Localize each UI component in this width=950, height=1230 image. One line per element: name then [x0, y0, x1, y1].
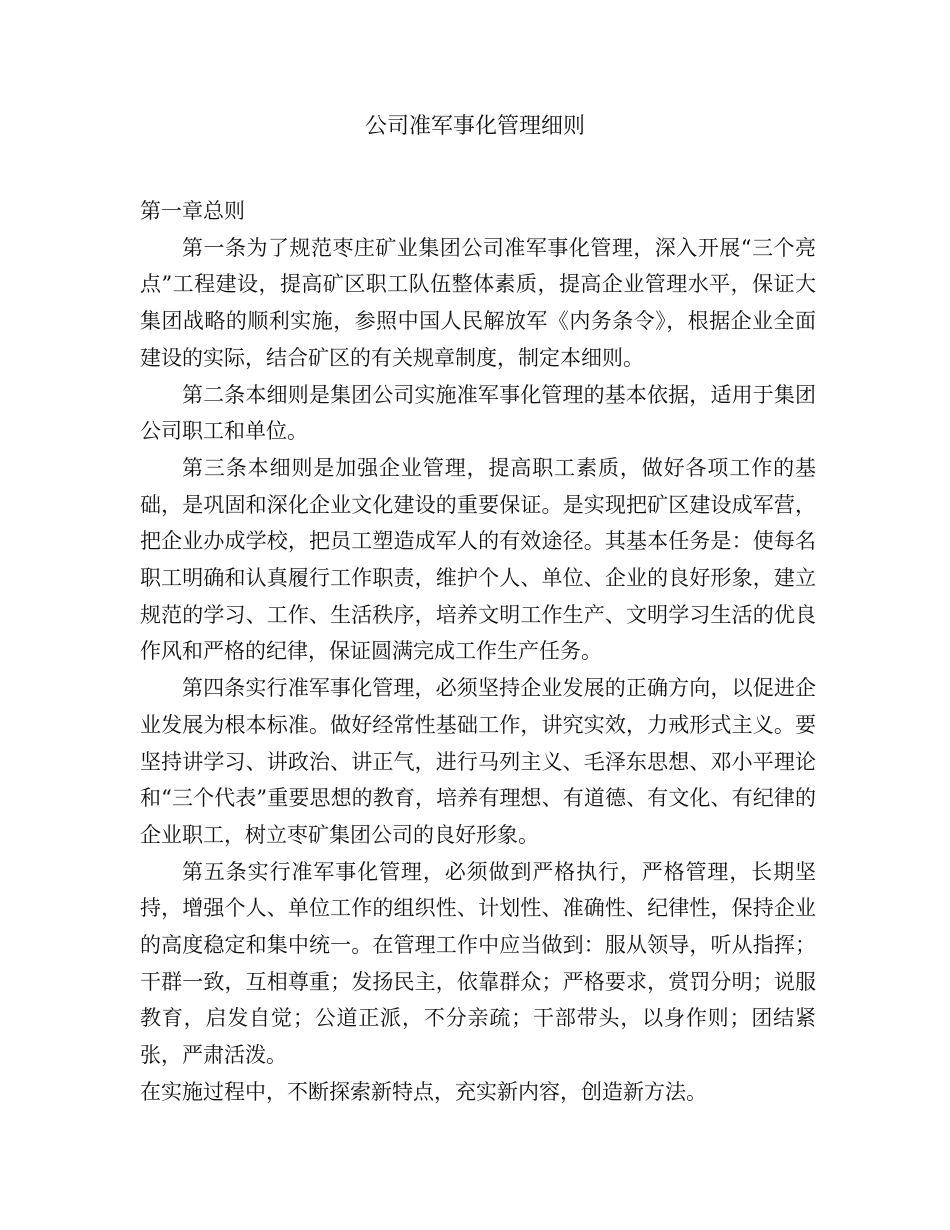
closing-line: 在实施过程中，不断探索新特点，充实新内容，创造新方法。 [140, 1079, 707, 1104]
article-4: 第四条实行准军事化管理，必须坚持企业发展的正确方向，以促进企业发展为根本标准。做好经常性基础工作，讲究实效，力戒形式主义。要坚持讲学习、讲政治、讲正气，进行马列主义、毛泽东思想、邓小平理论和“三个代表”重要思想的教育，培养有理想、有道德、有文化、有纪律的企业职工，树立枣矿集团公司的良好形象。 [140, 676, 816, 847]
document-title: 公司准军事化管理细则 [364, 114, 585, 139]
article-1: 第一条为了规范枣庄矿业集团公司准军事化管理，深入开展“三个亮点”工程建设，提高矿区职工队伍整体素质，提高企业管理水平，保证大集团战略的顺利实施，参照中国人民解放军《内务条令》，根据企业全面建设的实际，结合矿区的有关规章制度，制定本细则。 [140, 235, 816, 370]
article-2: 第二条本细则是集团公司实施准军事化管理的基本依据，适用于集团公司职工和单位。 [140, 382, 816, 444]
article-5: 第五条实行准军事化管理，必须做到严格执行，严格管理，长期坚持，增强个人、单位工作的组织性、计划性、准确性、纪律性，保持企业的高度稳定和集中统一。在管理工作中应当做到：服从领导，听从指挥；干群一致，互相尊重；发扬民主，依靠群众；严格要求，赏罚分明；说服教育，启发自觉；公道正派，不分亲疏；干部带头，以身作则；团结紧张，严肃活泼。 [140, 859, 816, 1068]
document-body [140, 193, 816, 1111]
chapter-heading: 第一章总则 [140, 199, 245, 223]
article-3: 第三条本细则是加强企业管理，提高职工素质，做好各项工作的基础，是巩固和深化企业文化建设的重要保证。是实现把矿区建设成军营，把企业办成学校，把员工塑造成军人的有效途径。其基本任务是：使每名职工明确和认真履行工作职责，维护个人、单位、企业的良好形象，建立规范的学习、工作、生活秩序，培养文明工作生产、文明学习生活的优良作风和严格的纪律，保证圆满完成工作生产任务。 [140, 455, 816, 664]
